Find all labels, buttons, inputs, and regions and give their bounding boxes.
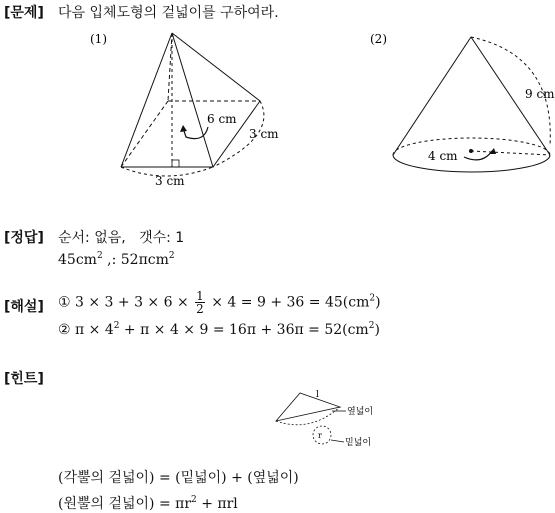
solution-1-close: ): [375, 294, 381, 311]
cone-radius: [471, 151, 550, 155]
pyramid-figure: [80, 25, 310, 195]
arrow-head: [180, 125, 187, 132]
cone-base-front: [393, 155, 550, 172]
sector-outline: [276, 393, 340, 421]
solution-2-pre: ② π × 4: [58, 322, 114, 338]
solution-2-exp1: 2: [113, 321, 120, 331]
pyramid-edge-left: [121, 33, 172, 167]
base-circle: [313, 426, 331, 444]
radius-arrow-head: [489, 148, 496, 154]
solution-line-2: [58, 322, 380, 338]
diagram-base-label: 밑넓이: [345, 438, 372, 448]
solution-label: [해설]: [4, 299, 44, 315]
hint-formula-1: (각뿔의 겉넓이) = (밑넓이) + (옆넓이): [58, 470, 299, 486]
solution-1-post: × 4 = 9 + 36 = 45(cm: [211, 294, 370, 311]
cone-edge-left: [393, 37, 471, 155]
right-angle-mark: [172, 160, 179, 167]
base-label: 3 cm: [155, 174, 185, 188]
solution-1-pre: ① 3 × 3 + 3 × 6 ×: [58, 294, 189, 311]
hint-formula-2: [58, 493, 238, 513]
problem-text: 다음 입체도형의 겉넓이를 구하여라.: [58, 5, 279, 21]
figure2-number: (2): [370, 32, 387, 46]
pyramid-edge-back-right: [172, 33, 260, 101]
formula-2-exp: 2: [191, 495, 197, 505]
answer-meta: 순서: 없음, 갯수: 1: [58, 230, 185, 246]
formula-2-post: + πrl: [196, 496, 238, 512]
solution-2-exp2: 2: [368, 321, 375, 331]
base-pointer: [331, 440, 344, 442]
answer-2-exp: 2: [168, 251, 175, 261]
answer-values: [58, 252, 175, 268]
cone-net-diagram: [270, 385, 390, 455]
answer-1: 45cm: [58, 252, 97, 268]
fraction: [195, 290, 205, 315]
solution-2-mid: + π × 4 × 9 = 16π + 36π = 52(cm: [119, 322, 369, 338]
pyramid-hidden-base-left: [121, 101, 168, 167]
pyramid-edge-right: [172, 33, 213, 167]
fraction-den: 2: [196, 302, 204, 316]
answer-2: 52πcm: [120, 252, 169, 268]
diagram-side-label: 옆넓이: [347, 407, 374, 417]
cone-figure: [360, 25, 555, 185]
solution-1-exp: 2: [369, 293, 376, 304]
formula-2-pre: (원뿔의 겉넓이) = πr: [58, 496, 192, 512]
solution-line-1: [58, 290, 381, 315]
figure1-number: (1): [90, 32, 107, 46]
answer-sep: ,:: [102, 252, 121, 268]
problem-label: [문제]: [4, 5, 44, 21]
height-label: 6 cm: [207, 112, 237, 126]
radius-label: 4 cm: [428, 149, 458, 163]
diagram-l-label: l: [316, 390, 319, 400]
answer-1-exp: 2: [96, 251, 103, 261]
solution-2-close: ): [374, 322, 380, 338]
radius-arrow: [464, 151, 492, 160]
hint-label: [힌트]: [4, 371, 44, 387]
slant-label: 9 cm: [525, 87, 555, 101]
answer-label: [정답]: [4, 230, 44, 246]
fraction-num: 1: [196, 289, 204, 303]
diagram-r-label: r: [318, 431, 322, 440]
side-label: 3 cm: [249, 127, 279, 141]
